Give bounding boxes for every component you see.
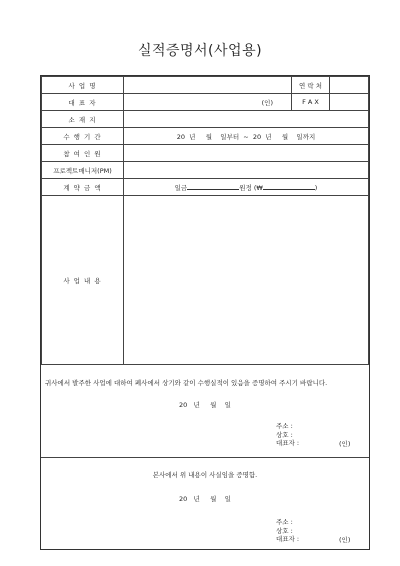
request-address-label: 주소 : <box>276 422 293 430</box>
label-address: 소 재 지 <box>42 111 124 128</box>
row-representative <box>42 94 369 111</box>
row-project-name <box>42 77 369 94</box>
field-project-name[interactable] <box>124 77 292 94</box>
certification-company-label: 상호 : <box>276 526 293 535</box>
contract-middle: 원정 (₩ <box>239 183 263 192</box>
field-fax[interactable] <box>330 94 369 111</box>
label-representative: 대 표 자 <box>42 94 124 111</box>
request-ceo-label: 대표자 : <box>276 439 300 447</box>
certification-date: 20 년 월 일 <box>179 495 231 503</box>
amount-blank <box>187 183 239 190</box>
label-contract: 계 약 금 액 <box>42 179 124 196</box>
seal-mark: (인) <box>261 98 273 107</box>
label-project-name: 사 업 명 <box>42 77 124 94</box>
field-address[interactable] <box>124 111 369 128</box>
certification-text: 본사에서 위 내용이 사실임을 증명함. <box>152 471 258 479</box>
certification-ceo-label: 대표자 : <box>276 535 300 543</box>
certification-address-label: 주소 : <box>276 518 293 526</box>
request-seal: (인) <box>339 440 351 448</box>
certification-seal: (인) <box>339 536 351 544</box>
request-date: 20 년 월 일 <box>179 401 231 409</box>
row-period <box>42 128 369 145</box>
label-fax: F A X <box>292 94 330 111</box>
document-title: 실적증명서(사업용) <box>137 43 263 59</box>
label-period: 수 행 기 간 <box>42 128 124 145</box>
request-section <box>41 372 369 458</box>
request-company-label: 상호 : <box>276 430 293 439</box>
label-contact: 연 락 처 <box>292 77 330 94</box>
row-content <box>42 196 369 365</box>
field-period[interactable]: 20 년 월 일부터 ~ 20 년 월 일까지 <box>124 128 369 145</box>
request-signature <box>276 422 299 448</box>
label-content: 사 업 내 용 <box>42 196 124 365</box>
row-participants <box>42 145 369 162</box>
amount-number-blank <box>263 183 315 190</box>
form-table <box>41 76 369 365</box>
row-address <box>42 111 369 128</box>
label-pm: 프로젝트매니저(PM) <box>42 162 124 179</box>
field-contract[interactable] <box>124 179 369 196</box>
certification-signature <box>276 518 299 544</box>
request-text: 귀사에서 발주한 사업에 대하여 폐사에서 상기와 같이 수행실적이 있음을 증명하여 주시기 바랍니다. <box>45 379 328 387</box>
certification-section <box>41 457 369 551</box>
contract-suffix: ) <box>314 183 318 192</box>
field-pm[interactable] <box>124 162 369 179</box>
contract-prefix: 일금 <box>174 183 188 192</box>
performance-certificate-form <box>40 75 370 550</box>
field-representative[interactable] <box>124 94 292 111</box>
row-pm <box>42 162 369 179</box>
field-participants[interactable] <box>124 145 369 162</box>
field-content[interactable] <box>124 196 369 365</box>
row-contract <box>42 179 369 196</box>
field-contact[interactable] <box>330 77 369 94</box>
label-participants: 참 여 인 원 <box>42 145 124 162</box>
